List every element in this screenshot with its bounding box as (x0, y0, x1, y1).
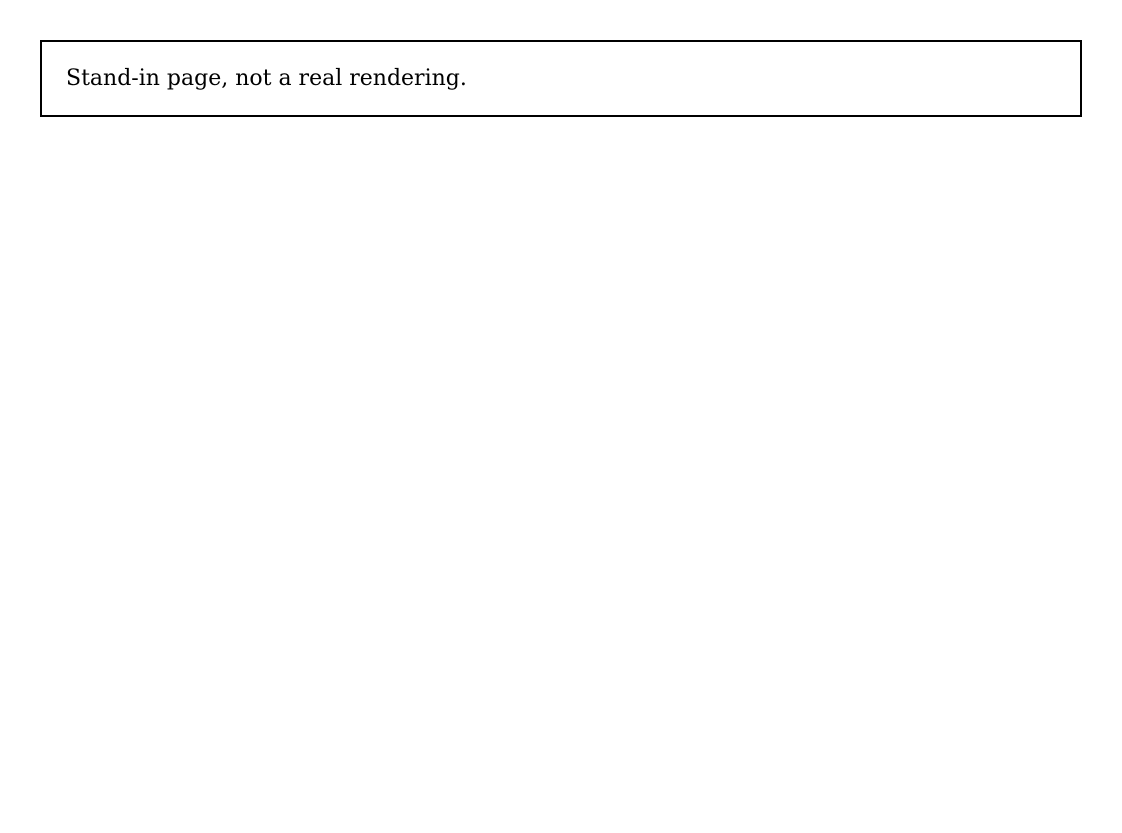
placeholder: Stand-in page, not a real rendering. (40, 40, 1082, 117)
